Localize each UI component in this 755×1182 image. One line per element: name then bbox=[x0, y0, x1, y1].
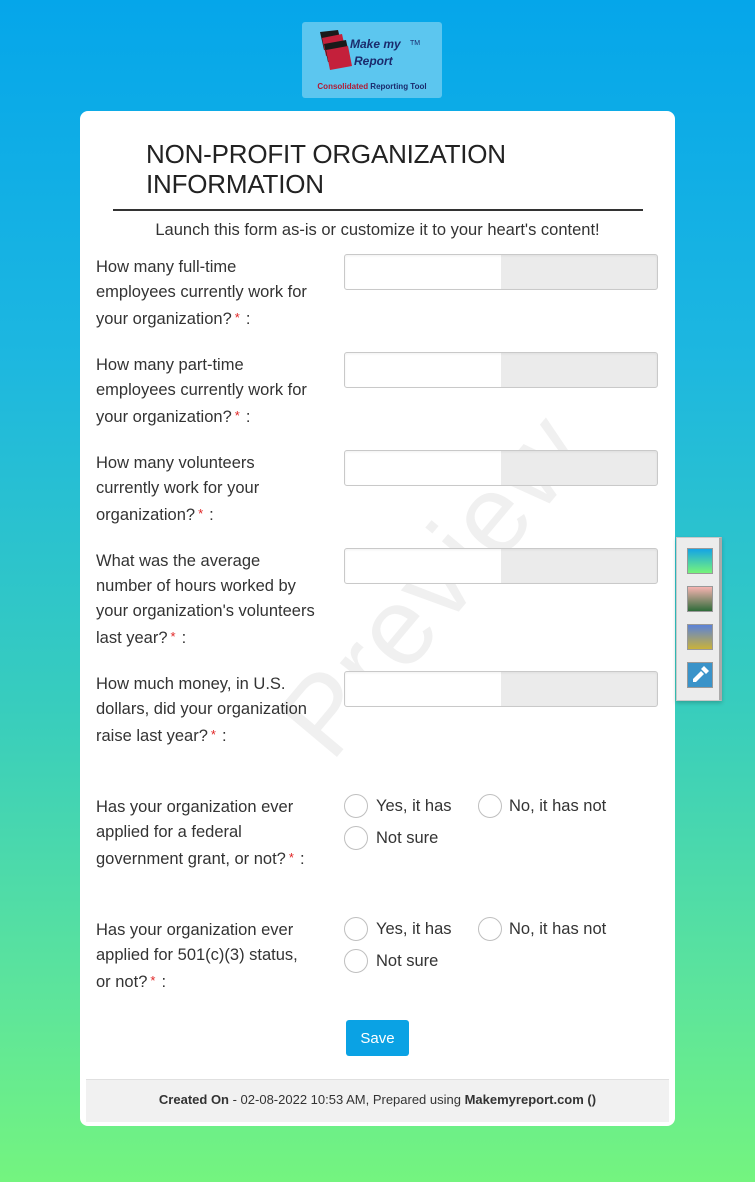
save-button[interactable]: Save bbox=[346, 1020, 409, 1056]
logo-text-report: Report bbox=[354, 54, 393, 68]
created-on-label: Created On bbox=[158, 1092, 229, 1107]
required-marker: * bbox=[288, 850, 294, 865]
form-card bbox=[80, 111, 675, 1126]
required-marker: * bbox=[150, 973, 156, 988]
parttime-employees-input[interactable] bbox=[345, 353, 657, 387]
question-label-parttime: How many part-time employees currently work for your organization? * : bbox=[96, 356, 307, 426]
form-title: NON-PROFIT ORGANIZATION INFORMATION bbox=[146, 139, 506, 199]
report-pages-icon bbox=[316, 28, 356, 74]
federal-grant-yes-label[interactable]: Yes, it has bbox=[376, 797, 452, 815]
color-picker-icon[interactable] bbox=[687, 662, 713, 688]
required-marker: * bbox=[234, 310, 240, 325]
pink-green-theme-swatch[interactable] bbox=[687, 586, 713, 612]
form-footer bbox=[86, 1079, 669, 1122]
status-501c3-yes-radio[interactable] bbox=[344, 917, 368, 941]
parttime-employees-field[interactable] bbox=[344, 352, 658, 388]
logo-tagline-a: Consolidated bbox=[317, 82, 369, 91]
logo-tagline bbox=[302, 82, 442, 91]
volunteer-hours-input[interactable] bbox=[345, 549, 657, 583]
logo-trademark: TM bbox=[410, 40, 421, 47]
required-marker: * bbox=[210, 727, 216, 742]
status-501c3-no-label[interactable]: No, it has not bbox=[509, 920, 607, 938]
status-501c3-notsure-radio[interactable] bbox=[344, 949, 368, 973]
question-text: How many volunteers currently work for your organization? bbox=[96, 454, 260, 524]
title-divider bbox=[113, 209, 643, 211]
question-text: Has your organization ever applied for 501(c)(3) status, or not? bbox=[96, 921, 298, 991]
status-501c3-yes-label[interactable]: Yes, it has bbox=[376, 920, 452, 938]
theme-switcher-panel bbox=[676, 537, 722, 701]
required-marker: * bbox=[170, 629, 176, 644]
question-text: What was the average number of hours worked by your organization's volunteers last year? bbox=[96, 552, 315, 647]
federal-grant-notsure-label[interactable]: Not sure bbox=[376, 829, 439, 847]
fulltime-employees-input[interactable] bbox=[345, 255, 657, 289]
question-label-money-raised: How much money, in U.S. dollars, did your organization raise last year? * : bbox=[96, 675, 307, 745]
question-label-volunteers: How many volunteers currently work for your organization? * : bbox=[96, 454, 260, 524]
status-501c3-no-radio[interactable] bbox=[478, 917, 502, 941]
federal-grant-no-radio[interactable] bbox=[478, 794, 502, 818]
preview-watermark: Preview bbox=[255, 389, 610, 780]
created-on-text: - 02-08-2022 10:53 AM, Prepared using bbox=[229, 1092, 465, 1107]
eyedropper-icon bbox=[688, 663, 712, 687]
makemyreport-logo bbox=[302, 22, 442, 98]
money-raised-input[interactable] bbox=[345, 672, 657, 706]
question-label-volunteer-hours: What was the average number of hours worked by your organization's volunteers last year? * : bbox=[96, 552, 315, 647]
question-text: Has your organization ever applied for a federal government grant, or not? bbox=[96, 798, 294, 868]
blue-green-theme-swatch[interactable] bbox=[687, 548, 713, 574]
required-marker: * bbox=[198, 506, 204, 521]
volunteer-hours-field[interactable] bbox=[344, 548, 658, 584]
logo-text-make-my: Make my bbox=[350, 37, 401, 51]
footer-brand-link[interactable]: Makemyreport.com () bbox=[464, 1092, 597, 1107]
status-501c3-notsure-label[interactable]: Not sure bbox=[376, 952, 439, 970]
logo-tagline-b: Reporting Tool bbox=[368, 82, 427, 91]
question-label-fulltime: How many full-time employees currently work for your organization? * : bbox=[96, 258, 307, 328]
question-text: How many full-time employees currently work for your organization? bbox=[96, 258, 307, 328]
question-text: How many part-time employees currently work for your organization? bbox=[96, 356, 307, 426]
volunteers-field[interactable] bbox=[344, 450, 658, 486]
required-marker: * bbox=[234, 408, 240, 423]
federal-grant-no-label[interactable]: No, it has not bbox=[509, 797, 607, 815]
question-label-federal-grant: Has your organization ever applied for a federal government grant, or not? * : bbox=[96, 798, 305, 868]
form-subtitle: Launch this form as-is or customize it to your heart's content! bbox=[155, 221, 600, 239]
volunteers-input[interactable] bbox=[345, 451, 657, 485]
fulltime-employees-field[interactable] bbox=[344, 254, 658, 290]
question-label-501c3: Has your organization ever applied for 501(c)(3) status, or not? * : bbox=[96, 921, 298, 991]
federal-grant-yes-radio[interactable] bbox=[344, 794, 368, 818]
money-raised-field[interactable] bbox=[344, 671, 658, 707]
question-text: How much money, in U.S. dollars, did your organization raise last year? bbox=[96, 675, 307, 745]
blue-olive-theme-swatch[interactable] bbox=[687, 624, 713, 650]
federal-grant-notsure-radio[interactable] bbox=[344, 826, 368, 850]
